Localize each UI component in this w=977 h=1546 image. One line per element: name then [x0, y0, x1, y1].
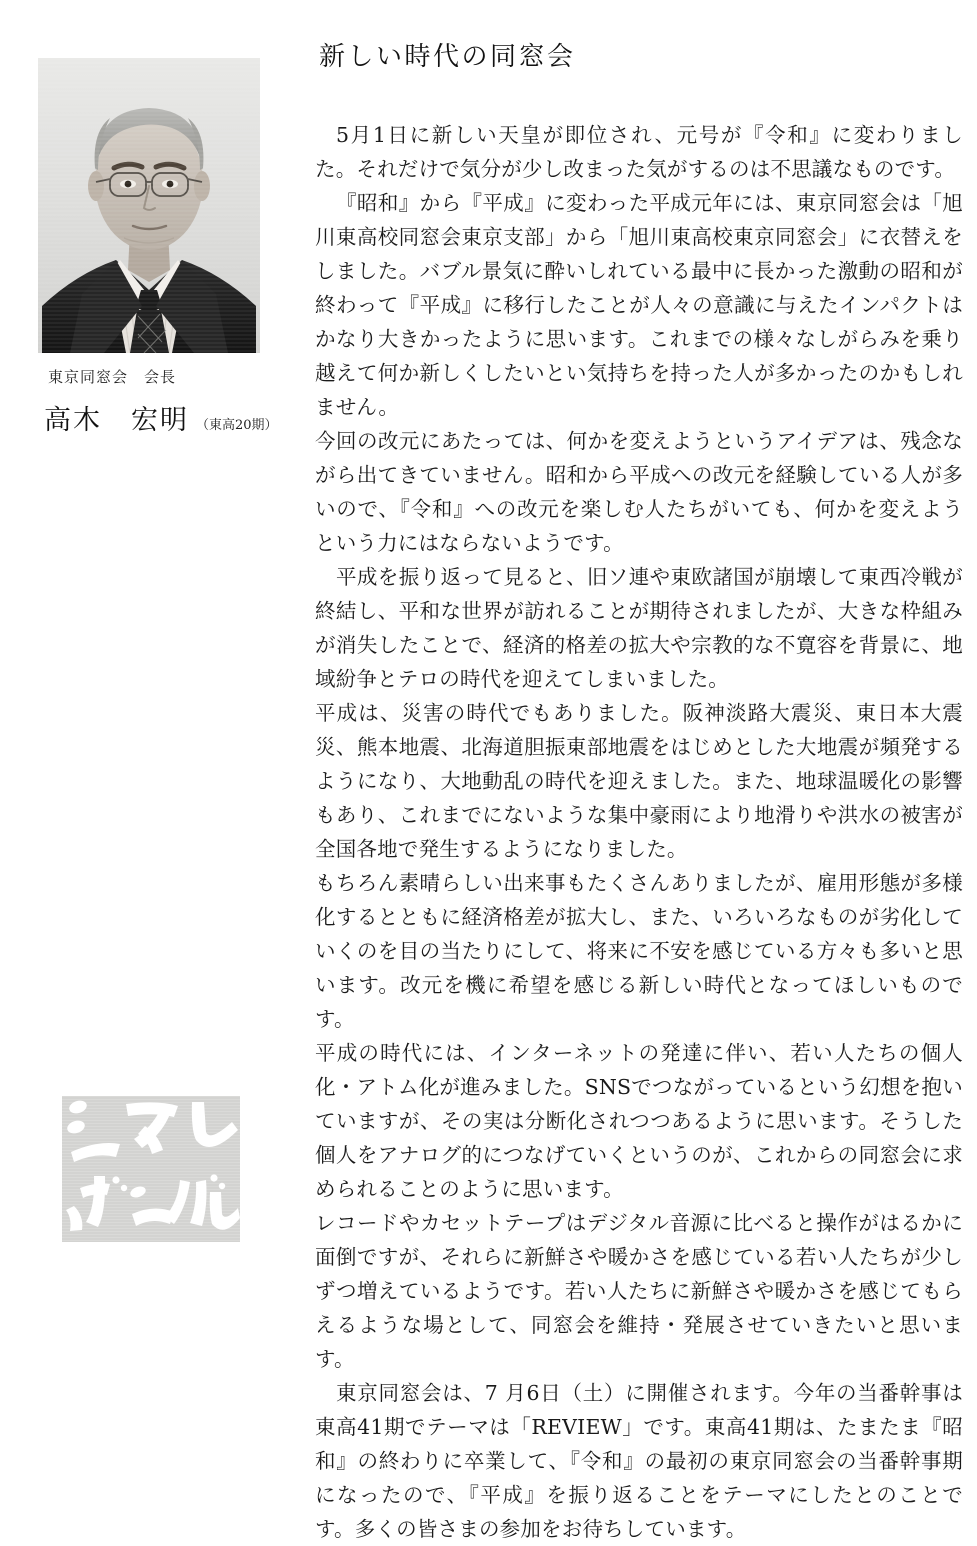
article-paragraph: 5月1日に新しい天皇が即位され、元号が『令和』に変わりました。それだけで気分が少し改まった気がするのは不思議なものです。: [315, 123, 963, 181]
caption-name-row: [44, 398, 296, 437]
caption-name: 高木 宏明: [44, 405, 189, 436]
stamp-graphic: [62, 1096, 240, 1242]
left-column: [0, 0, 300, 1299]
article-paragraph: 『昭和』から『平成』に変わった平成元年には、東京同窓会は「旭川東高校同窓会東京支部」から「旭川東高校東京同窓会」に衣替えをしました。バブル景気に酔いしれている最中に長かった激動の昭和が終わって『平成』に移行したことが人々の意識に与えたインパクトはかなり大きかったように思います。これまでの様々なしがらみを乗り越えて何か新しくしたいとい気持ちを持った人が多かったのかもしれません。: [315, 191, 963, 419]
article-paragraph: 平成は、災害の時代でもありました。阪神淡路大震災、東日本大震災、熊本地震、北海道胆振東部地震をはじめとした大地震が頻発するようになり、大地動乱の時代を迎えました。また、地球温暖化の影響もあり、これまでにないような集中豪雨により地滑りや洪水の被害が全国各地で発生するようになりました。: [315, 701, 963, 861]
page-title: 新しい時代の同窓会: [319, 42, 576, 72]
article-body: [315, 118, 963, 1546]
article-paragraph: 東京同窓会は、7 月6日（土）に開催されます。今年の当番幹事は東高41期でテーマは「REVIEW」です。東高41期は、たまたま『昭和』の終わりに卒業して、『令和』の最初の東京同窓会の当番幹事期になったので、『平成』を振り返ることをテーマにしたとのことです。多くの皆さまの参加をお待ちしています。: [315, 1381, 963, 1541]
photo-caption: [44, 366, 296, 437]
caption-class: （東高20期）: [196, 418, 278, 433]
article: [315, 0, 963, 1541]
caption-role: 東京同窓会 会長: [48, 368, 177, 386]
article-paragraph: 今回の改元にあたっては、何かを変えようというアイデアは、残念ながら出てきていません。昭和から平成への改元を経験している人が多いので、『令和』への改元を楽しむ人たちがいても、何かを変えようという力にはならないようです。: [315, 429, 963, 555]
article-paragraph: もちろん素晴らしい出来事もたくさんありましたが、雇用形態が多様化するとともに経済格差が拡大し、また、いろいろなものが劣化していくのを目の当たりにして、将来に不安を感じている方々も多いと思います。改元を機に希望を感じる新しい時代となってほしいものです。: [315, 871, 963, 1031]
portrait-photo: [38, 58, 260, 353]
article-paragraph: 平成の時代には、インターネットの発達に伴い、若い人たちの個人化・アトム化が進みました。SNSでつながっているという幻想を抱いていますが、その実は分断化されつつあるように思います。そうした個人をアナログ的につなげていくというのが、これからの同窓会に求められることのように思います。: [315, 1041, 963, 1201]
article-paragraph: 平成を振り返って見ると、旧ソ連や東欧諸国が崩壊して東西冷戦が終結し、平和な世界が訪れることが期待されましたが、大きな枠組みが消失したことで、経済的格差の拡大や宗教的な不寛容を背景に、地域紛争とテロの時代を迎えてしまいました。: [315, 565, 963, 691]
article-paragraph: レコードやカセットテープはデジタル音源に比べると操作がはるかに面倒ですが、それらに新鮮さや暖かさを感じている若い人たちが少しずつ増えているようです。若い人たちに新鮮さや暖かさを感じてもらえるような場として、同窓会を維持・発展させていきたいと思います。: [315, 1211, 963, 1371]
